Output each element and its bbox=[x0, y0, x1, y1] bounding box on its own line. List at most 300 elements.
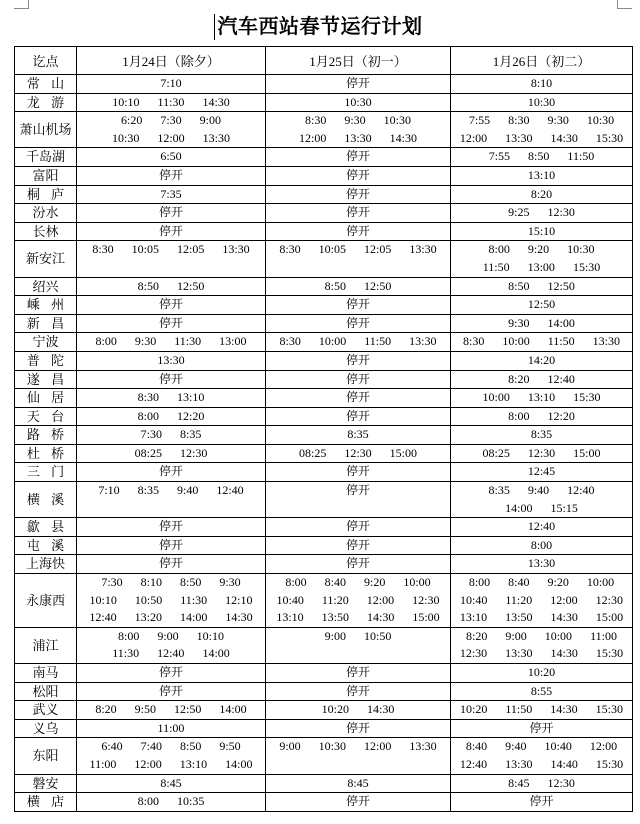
departure-time: 15:30 bbox=[595, 130, 624, 145]
departure-cell bbox=[77, 444, 266, 463]
departure-cell bbox=[451, 555, 633, 574]
table-row bbox=[15, 389, 633, 408]
suspended-label: 停开 bbox=[345, 665, 370, 679]
departure-time: 12:40 bbox=[89, 610, 117, 625]
departure-time: 14:40 bbox=[550, 756, 578, 771]
departure-time: 11:20 bbox=[321, 592, 349, 607]
departure-time: 9:30 bbox=[134, 334, 157, 349]
departure-cell bbox=[266, 574, 451, 628]
time-line bbox=[266, 555, 450, 573]
table-row bbox=[15, 277, 633, 296]
departure-cell bbox=[77, 518, 266, 537]
time-line bbox=[451, 482, 632, 500]
departure-time: 10:05 bbox=[318, 242, 346, 257]
time-line bbox=[77, 463, 265, 481]
suspended-label: 停开 bbox=[158, 223, 183, 238]
time-line bbox=[77, 793, 265, 811]
departure-time: 13:10 bbox=[527, 167, 556, 182]
departure-time: 10:00 bbox=[502, 334, 530, 349]
margin-corner-mark-right bbox=[617, 0, 632, 9]
departure-time: 08:25 bbox=[298, 445, 327, 460]
departure-cell bbox=[451, 682, 633, 701]
time-line bbox=[266, 148, 450, 166]
suspended-label: 停开 bbox=[345, 205, 370, 220]
departure-time: 8:00 bbox=[530, 537, 553, 552]
departure-time: 12:40 bbox=[216, 483, 244, 498]
table-row bbox=[15, 370, 633, 389]
departure-time: 15:00 bbox=[573, 445, 601, 460]
time-line bbox=[266, 408, 450, 426]
suspended-label: 停开 bbox=[529, 720, 554, 735]
time-line bbox=[77, 645, 265, 663]
departure-time: 13:30 bbox=[505, 130, 533, 145]
departure-time: 12:30 bbox=[180, 445, 208, 460]
departure-time: 13:30 bbox=[505, 646, 533, 661]
time-line bbox=[451, 75, 632, 93]
departure-time: 12:50 bbox=[527, 297, 556, 312]
time-line bbox=[451, 296, 632, 314]
departure-cell bbox=[266, 682, 451, 701]
departure-time: 7:10 bbox=[98, 483, 120, 498]
departure-time: 6:40 bbox=[101, 739, 123, 754]
departure-time: 9:30 bbox=[547, 113, 569, 128]
time-line bbox=[77, 482, 265, 500]
destination-cell: 新安江 bbox=[15, 241, 77, 277]
schedule-table bbox=[14, 46, 633, 812]
destination-cell: 上海快 bbox=[15, 555, 77, 574]
destination-cell: 屯 溪 bbox=[15, 536, 77, 555]
suspended-label: 停开 bbox=[158, 556, 183, 571]
table-row bbox=[15, 204, 633, 223]
departure-cell bbox=[451, 463, 633, 482]
destination-cell: 宁波 bbox=[15, 333, 77, 352]
column-header-day-2: 1月25日（初一） bbox=[266, 47, 451, 75]
departure-cell bbox=[77, 93, 266, 112]
departure-time: 12:00 bbox=[459, 130, 488, 145]
departure-time: 08:25 bbox=[134, 445, 162, 460]
time-line bbox=[266, 463, 450, 481]
departure-time: 8:35 bbox=[347, 427, 369, 442]
departure-time: 12:05 bbox=[364, 242, 392, 257]
departure-time: 8:00 bbox=[488, 242, 510, 257]
time-line bbox=[77, 296, 265, 314]
time-line bbox=[77, 241, 265, 259]
document-title bbox=[218, 12, 423, 42]
departure-time: 12:00 bbox=[298, 130, 327, 145]
departure-cell bbox=[266, 444, 451, 463]
departure-cell bbox=[77, 185, 266, 204]
departure-cell bbox=[77, 166, 266, 185]
table-row bbox=[15, 555, 633, 574]
departure-cell bbox=[77, 204, 266, 223]
departure-time: 13:50 bbox=[505, 610, 533, 625]
departure-time: 15:00 bbox=[412, 610, 440, 625]
departure-cell bbox=[77, 682, 266, 701]
table-row bbox=[15, 738, 633, 774]
departure-time: 10:00 bbox=[544, 628, 573, 643]
departure-time: 8:10 bbox=[140, 575, 162, 590]
time-line bbox=[77, 204, 265, 222]
table-row bbox=[15, 627, 633, 663]
time-line bbox=[451, 775, 632, 793]
destination-cell: 路 桥 bbox=[15, 426, 77, 445]
margin-corner-mark-left bbox=[14, 0, 29, 9]
departure-time: 8:45 bbox=[347, 775, 369, 790]
time-line bbox=[266, 112, 450, 130]
time-line bbox=[77, 75, 265, 93]
schedule-body bbox=[15, 75, 633, 812]
departure-time: 9:40 bbox=[177, 483, 199, 498]
time-line bbox=[451, 592, 632, 610]
time-line bbox=[266, 130, 450, 148]
departure-time: 14:00 bbox=[180, 610, 208, 625]
departure-cell bbox=[77, 333, 266, 352]
departure-cell bbox=[266, 222, 451, 241]
time-line bbox=[77, 628, 265, 646]
suspended-label: 停开 bbox=[345, 720, 370, 735]
departure-time: 8:55 bbox=[530, 683, 553, 698]
departure-time: 8:30 bbox=[92, 242, 114, 257]
departure-time: 8:45 bbox=[160, 775, 182, 790]
departure-cell bbox=[451, 75, 633, 94]
departure-time: 13:10 bbox=[527, 390, 556, 405]
departure-time: 13:30 bbox=[409, 334, 437, 349]
departure-time: 13:30 bbox=[344, 130, 372, 145]
time-line bbox=[77, 371, 265, 389]
suspended-label: 停开 bbox=[158, 665, 183, 679]
destination-cell: 绍兴 bbox=[15, 277, 77, 296]
suspended-label: 停开 bbox=[345, 390, 370, 405]
time-line bbox=[77, 94, 265, 112]
time-line bbox=[451, 223, 632, 241]
departure-cell bbox=[451, 351, 633, 370]
destination-cell: 长林 bbox=[15, 222, 77, 241]
departure-time: 13:10 bbox=[177, 390, 205, 405]
time-line bbox=[266, 609, 450, 627]
title-area bbox=[0, 12, 640, 42]
suspended-label: 停开 bbox=[345, 186, 370, 201]
departure-cell bbox=[451, 166, 633, 185]
departure-time: 10:30 bbox=[383, 113, 412, 128]
table-row bbox=[15, 75, 633, 94]
departure-cell bbox=[77, 241, 266, 277]
time-line bbox=[77, 333, 265, 351]
time-line bbox=[266, 628, 450, 646]
time-line bbox=[266, 537, 450, 555]
suspended-label: 停开 bbox=[345, 371, 370, 386]
departure-time: 15:30 bbox=[573, 390, 601, 405]
time-line bbox=[77, 315, 265, 333]
time-line bbox=[451, 683, 632, 701]
time-line bbox=[451, 408, 632, 426]
suspended-label: 停开 bbox=[158, 297, 183, 312]
departure-time: 12:00 bbox=[550, 592, 578, 607]
departure-cell bbox=[451, 627, 633, 663]
time-line bbox=[266, 94, 450, 112]
departure-cell bbox=[77, 296, 266, 315]
destination-cell: 义乌 bbox=[15, 719, 77, 738]
departure-time: 12:50 bbox=[547, 278, 575, 293]
suspended-label: 停开 bbox=[158, 167, 183, 182]
departure-cell bbox=[77, 793, 266, 812]
departure-time: 8:45 bbox=[508, 775, 530, 790]
departure-time: 12:40 bbox=[157, 646, 185, 661]
departure-time: 12:00 bbox=[366, 592, 395, 607]
time-line bbox=[451, 278, 632, 296]
document-title-text: 汽车西站春节运行计划 bbox=[217, 16, 423, 38]
time-line bbox=[451, 720, 632, 738]
table-row bbox=[15, 774, 633, 793]
departure-time: 10:00 bbox=[586, 575, 615, 590]
column-header-day-1: 1月24日（除夕） bbox=[77, 47, 266, 75]
time-line bbox=[266, 426, 450, 444]
departure-time: 11:00 bbox=[157, 720, 185, 735]
destination-cell: 天 台 bbox=[15, 407, 77, 426]
departure-time: 12:00 bbox=[364, 739, 392, 754]
table-row bbox=[15, 407, 633, 426]
departure-cell bbox=[77, 314, 266, 333]
destination-cell: 横 店 bbox=[15, 793, 77, 812]
departure-time: 9:20 bbox=[364, 575, 386, 590]
departure-time: 10:30 bbox=[586, 113, 615, 128]
departure-cell bbox=[77, 774, 266, 793]
time-line bbox=[77, 701, 265, 719]
departure-time: 14:30 bbox=[550, 130, 578, 145]
departure-time: 9:00 bbox=[279, 739, 301, 754]
departure-time: 14:00 bbox=[225, 756, 253, 771]
departure-time: 9:40 bbox=[505, 739, 527, 754]
departure-time: 7:40 bbox=[140, 739, 162, 754]
departure-time: 10:10 bbox=[196, 628, 225, 643]
time-line bbox=[266, 664, 450, 682]
departure-cell bbox=[451, 426, 633, 445]
column-header-day-3: 1月26日（初二） bbox=[451, 47, 633, 75]
departure-time: 10:40 bbox=[460, 592, 488, 607]
departure-time: 12:30 bbox=[527, 445, 556, 460]
departure-cell bbox=[77, 738, 266, 774]
time-line bbox=[451, 628, 632, 646]
departure-time: 11:50 bbox=[547, 334, 575, 349]
departure-time: 8:00 bbox=[95, 334, 117, 349]
departure-time: 13:30 bbox=[202, 130, 231, 145]
suspended-label: 停开 bbox=[345, 537, 370, 552]
departure-cell bbox=[77, 370, 266, 389]
departure-time: 14:00 bbox=[219, 702, 247, 717]
table-row bbox=[15, 701, 633, 720]
departure-time: 8:35 bbox=[488, 483, 510, 498]
time-line bbox=[451, 148, 632, 166]
departure-time: 12:40 bbox=[459, 756, 488, 771]
departure-time: 10:30 bbox=[527, 94, 556, 109]
departure-cell bbox=[266, 627, 451, 663]
departure-time: 13:30 bbox=[505, 756, 533, 771]
suspended-label: 停开 bbox=[345, 519, 370, 534]
departure-cell bbox=[451, 738, 633, 774]
departure-time: 15:30 bbox=[572, 259, 601, 274]
time-line bbox=[77, 738, 265, 756]
departure-time: 11:30 bbox=[157, 94, 185, 109]
departure-cell bbox=[266, 426, 451, 445]
time-line bbox=[451, 352, 632, 370]
departure-time: 8:50 bbox=[324, 278, 346, 293]
departure-cell bbox=[451, 112, 633, 148]
departure-time: 8:40 bbox=[465, 739, 488, 754]
departure-time: 14:20 bbox=[527, 352, 556, 367]
departure-time: 10:30 bbox=[344, 94, 372, 109]
table-row bbox=[15, 148, 633, 167]
time-line bbox=[451, 94, 632, 112]
time-line bbox=[77, 278, 265, 296]
departure-time: 14:30 bbox=[202, 94, 230, 109]
departure-time: 15:30 bbox=[595, 702, 623, 717]
table-row bbox=[15, 296, 633, 315]
time-line bbox=[266, 186, 450, 204]
departure-cell bbox=[266, 370, 451, 389]
suspended-label: 停开 bbox=[158, 371, 183, 386]
destination-cell: 新 昌 bbox=[15, 314, 77, 333]
table-row bbox=[15, 664, 633, 683]
departure-cell bbox=[266, 793, 451, 812]
table-row bbox=[15, 719, 633, 738]
destination-cell: 磐安 bbox=[15, 774, 77, 793]
table-row bbox=[15, 166, 633, 185]
time-line bbox=[266, 75, 450, 93]
departure-cell bbox=[266, 148, 451, 167]
departure-time: 9:50 bbox=[219, 739, 241, 754]
table-row bbox=[15, 185, 633, 204]
time-line bbox=[451, 701, 632, 719]
suspended-label: 停开 bbox=[345, 167, 370, 182]
time-line bbox=[451, 371, 632, 389]
suspended-label: 停开 bbox=[345, 297, 370, 312]
departure-time: 13:30 bbox=[527, 556, 556, 571]
suspended-label: 停开 bbox=[345, 76, 370, 90]
departure-cell bbox=[451, 719, 633, 738]
departure-time: 9:00 bbox=[505, 628, 527, 643]
departure-cell bbox=[77, 482, 266, 518]
departure-time: 8:00 bbox=[468, 575, 491, 590]
suspended-label: 停开 bbox=[345, 556, 370, 571]
time-line bbox=[77, 775, 265, 793]
time-line bbox=[77, 574, 265, 592]
departure-time: 15:00 bbox=[595, 610, 624, 625]
time-line bbox=[77, 537, 265, 555]
departure-time: 12:40 bbox=[567, 483, 595, 498]
departure-time: 9:25 bbox=[508, 205, 530, 220]
departure-time: 14:30 bbox=[225, 610, 253, 625]
time-line bbox=[451, 112, 632, 130]
departure-time: 10:30 bbox=[567, 242, 595, 257]
departure-cell bbox=[451, 482, 633, 518]
departure-time: 9:40 bbox=[527, 483, 550, 498]
departure-cell bbox=[77, 574, 266, 628]
departure-cell bbox=[77, 351, 266, 370]
time-line bbox=[266, 701, 450, 719]
time-line bbox=[266, 389, 450, 407]
departure-time: 15:30 bbox=[595, 646, 624, 661]
destination-cell: 遂 昌 bbox=[15, 370, 77, 389]
departure-time: 12:30 bbox=[547, 775, 575, 790]
departure-cell bbox=[451, 389, 633, 408]
departure-time: 13:20 bbox=[134, 610, 162, 625]
departure-cell bbox=[266, 738, 451, 774]
time-line bbox=[77, 408, 265, 426]
departure-cell bbox=[266, 719, 451, 738]
time-line bbox=[451, 315, 632, 333]
time-line bbox=[266, 278, 450, 296]
departure-time: 14:00 bbox=[547, 315, 575, 330]
time-line bbox=[451, 463, 632, 481]
departure-time: 9:30 bbox=[344, 113, 366, 128]
suspended-label: 停开 bbox=[345, 315, 370, 330]
departure-time: 8:50 bbox=[180, 739, 202, 754]
departure-time: 11:50 bbox=[505, 702, 533, 717]
suspended-label: 停开 bbox=[158, 205, 183, 220]
destination-cell: 松阳 bbox=[15, 682, 77, 701]
table-row bbox=[15, 463, 633, 482]
departure-time: 12:30 bbox=[412, 592, 440, 607]
departure-time: 12:30 bbox=[595, 592, 623, 607]
departure-cell bbox=[266, 351, 451, 370]
departure-time: 7:35 bbox=[160, 186, 182, 201]
table-row bbox=[15, 112, 633, 148]
header-row bbox=[15, 47, 633, 75]
departure-cell bbox=[77, 555, 266, 574]
suspended-label: 停开 bbox=[345, 223, 370, 238]
time-line bbox=[451, 645, 632, 663]
suspended-label: 停开 bbox=[345, 352, 370, 367]
time-line bbox=[77, 445, 265, 463]
departure-time: 13:30 bbox=[222, 242, 250, 257]
time-line bbox=[266, 296, 450, 314]
table-row bbox=[15, 93, 633, 112]
departure-time: 12:40 bbox=[527, 519, 556, 534]
departure-time: 8:50 bbox=[137, 278, 159, 293]
departure-time: 9:00 bbox=[157, 628, 179, 643]
suspended-label: 停开 bbox=[345, 683, 370, 698]
departure-time: 9:20 bbox=[547, 575, 569, 590]
departure-time: 10:00 bbox=[482, 390, 510, 405]
suspended-label: 停开 bbox=[158, 315, 183, 330]
table-row bbox=[15, 222, 633, 241]
departure-cell bbox=[266, 701, 451, 720]
departure-cell bbox=[77, 719, 266, 738]
destination-cell: 普 陀 bbox=[15, 351, 77, 370]
table-row bbox=[15, 426, 633, 445]
time-line bbox=[266, 720, 450, 738]
table-row bbox=[15, 333, 633, 352]
departure-cell bbox=[451, 296, 633, 315]
table-row bbox=[15, 682, 633, 701]
time-line bbox=[266, 738, 450, 756]
suspended-label: 停开 bbox=[158, 464, 183, 479]
departure-time: 14:30 bbox=[367, 610, 395, 625]
time-line bbox=[77, 352, 265, 370]
time-line bbox=[266, 445, 450, 463]
departure-cell bbox=[451, 793, 633, 812]
departure-time: 11:50 bbox=[482, 259, 510, 274]
departure-cell bbox=[451, 701, 633, 720]
departure-cell bbox=[266, 296, 451, 315]
departure-time: 12:45 bbox=[527, 464, 556, 479]
departure-time: 13:00 bbox=[219, 334, 247, 349]
time-line bbox=[77, 223, 265, 241]
time-line bbox=[451, 555, 632, 573]
departure-cell bbox=[451, 664, 633, 683]
departure-cell bbox=[77, 463, 266, 482]
departure-cell bbox=[451, 314, 633, 333]
departure-cell bbox=[266, 166, 451, 185]
